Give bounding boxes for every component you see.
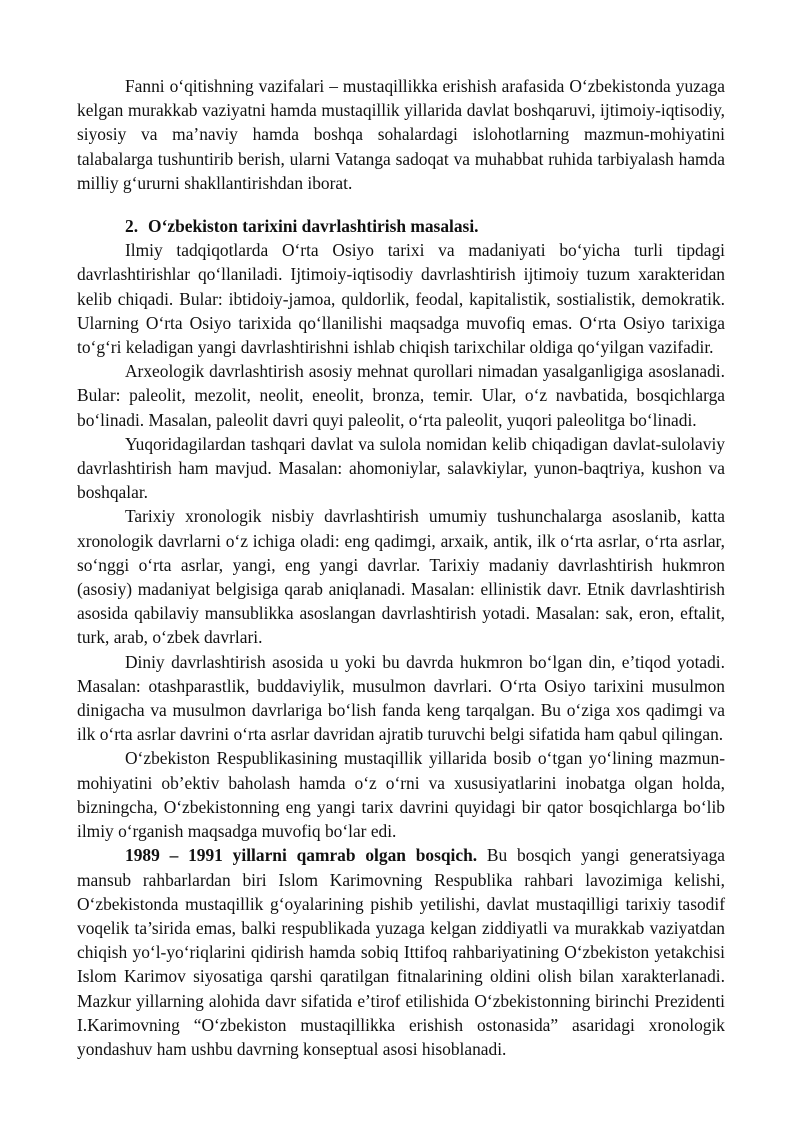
body-paragraph: Arxeologik davrlashtirish asosiy mehnat qurollari nimadan yasalganligiga asoslanadi. Bular: paleolit, mezolit, neolit, eneolit, bronza, temir. Ular, o‘z navbatida, bosqichlarga bo‘linadi. Masalan, paleolit davri quyi paleolit, o‘rta paleolit, yuqori paleolitga bo‘linadi. [77, 361, 725, 430]
body-paragraph: Diniy davrlashtirish asosida u yoki bu davrda hukmron bo‘lgan din, e’tiqod yotadi. Masalan: otashparastlik, buddaviylik, musulmon davrlari. O‘rta Osiyo tarixini musulmon dinigacha va musulmon davrlariga bo‘lish fanda keng tarqalgan. Bu o‘ziga xos qadimgi va ilk o‘rta asrlar davrini o‘rta asrlar davridan ajratib turuvchi belgi sifatida ham qabul qilingan. [77, 651, 725, 745]
section-number: 2. [125, 216, 139, 237]
section-heading [77, 214, 725, 238]
paragraph-gap [77, 195, 725, 214]
period-heading: 1989 – 1991 yillarni qamrab olgan bosqich. [125, 845, 478, 866]
intro-paragraph: Fanni o‘qitishning vazifalari – mustaqillikka erishish arafasida O‘zbekistonda yuzaga kelgan murakkab vaziyatni hamda mustaqillik yillarida davlat boshqaruvi, ijtimoiy-iqtisodiy, siyosiy va ma’naviy hamda boshqa sohalardagi islohotlarning mazmun-mohiyatini talabalarga tushuntirib berish, ularni Vatanga sadoqat va muhabbat ruhida tarbiyalash hamda milliy g‘ururni shakllantirishdan iborat. [77, 76, 725, 193]
final-paragraph [77, 843, 725, 1061]
body-paragraph: Yuqoridagilardan tashqari davlat va sulola nomidan kelib chiqadigan davlat-sulolaviy davrlashtirish ham mavjud. Masalan: ahomoniylar, salavkiylar, yunon-baqtriya, kushon va boshqalar. [77, 433, 725, 503]
period-description: Bu bosqich yangi generatsiyaga mansub rahbarlardan biri Islom Karimovning Respublika rahbari lavozimiga kelishi, O‘zbekistonda mustaqillik g‘oyalarining pishib yetilishi, davlat mustaqilligi tarixiy tasodif voqelik ta’sirida emas, balki respublikada yuzaga kelgan ziddiyatli va murakkab vaziyatdan chiqish yo‘l-yo‘riqlarini qidirish hamda sobiq Ittifoq rahbariyatining O‘zbekiston yetakchisi Islom Karimov siyosatiga qarshi qaratilgan fitnalarining oldini olish bilan xarakterlanadi. Mazkur yillarning alohida davr sifatida e’tirof etilishida O‘zbekistonning birinchi Prezidenti I.Karimovning “O‘zbekiston mustaqillikka erishish ostonasida” asaridagi xronologik yondashuv ham ushbu davrning konseptual asosi hisoblanadi. [77, 845, 725, 1059]
body-paragraph: O‘zbekiston Respublikasining mustaqillik yillarida bosib o‘tgan yo‘lining mazmun-mohiyatini ob’ektiv baholash hamda o‘z o‘rni va xususiyatlarini inobatga olgan holda, bizningcha, O‘zbekistonning eng yangi tarix davrini quyidagi bir qator bosqichlarga bo‘lib ilmiy o‘rganish maqsadga muvofiq bo‘lar edi. [77, 748, 725, 842]
section-title: O‘zbekiston tarixini davrlashtirish masalasi. [148, 216, 479, 237]
body-paragraph: Ilmiy tadqiqotlarda O‘rta Osiyo tarixi va madaniyati bo‘yicha turli tipdagi davrlashtirishlar qo‘llaniladi. Ijtimoiy-iqtisodiy davrlashtirish ijtimoiy tuzum xarakteridan kelib chiqadi. Bular: ibtidoiy-jamoa, quldorlik, feodal, kapitalistik, sostialistik, demokratik. Ularning O‘rta Osiyo tarixida qo‘llanilishi maqsadga muvofiq emas. O‘rta Osiyo tarixiga to‘g‘ri keladigan yangi davrlashtirishni ishlab chiqish tarixchilar oldiga qo‘yilgan vazifadir. [77, 240, 725, 358]
body-paragraph: Tarixiy xronologik nisbiy davrlashtirish umumiy tushunchalarga asoslanib, katta xronologik davrlarni o‘z ichiga oladi: eng qadimgi, arxaik, antik, ilk o‘rta asrlar, o‘rta asrlar, so‘nggi o‘rta asrlar, yangi, eng yangi davrlar. Tarixiy madaniy davrlashtirish hukmron (asosiy) madaniyat belgisiga qarab aniqlanadi. Masalan: ellinistik davr. Etnik davrlashtirish asosida qabilaviy mansublikka asoslangan davrlashtirish yotadi. Masalan: sak, eron, eftalit, turk, arab, o‘zbek davrlari. [77, 506, 725, 648]
document-page [77, 74, 725, 1061]
